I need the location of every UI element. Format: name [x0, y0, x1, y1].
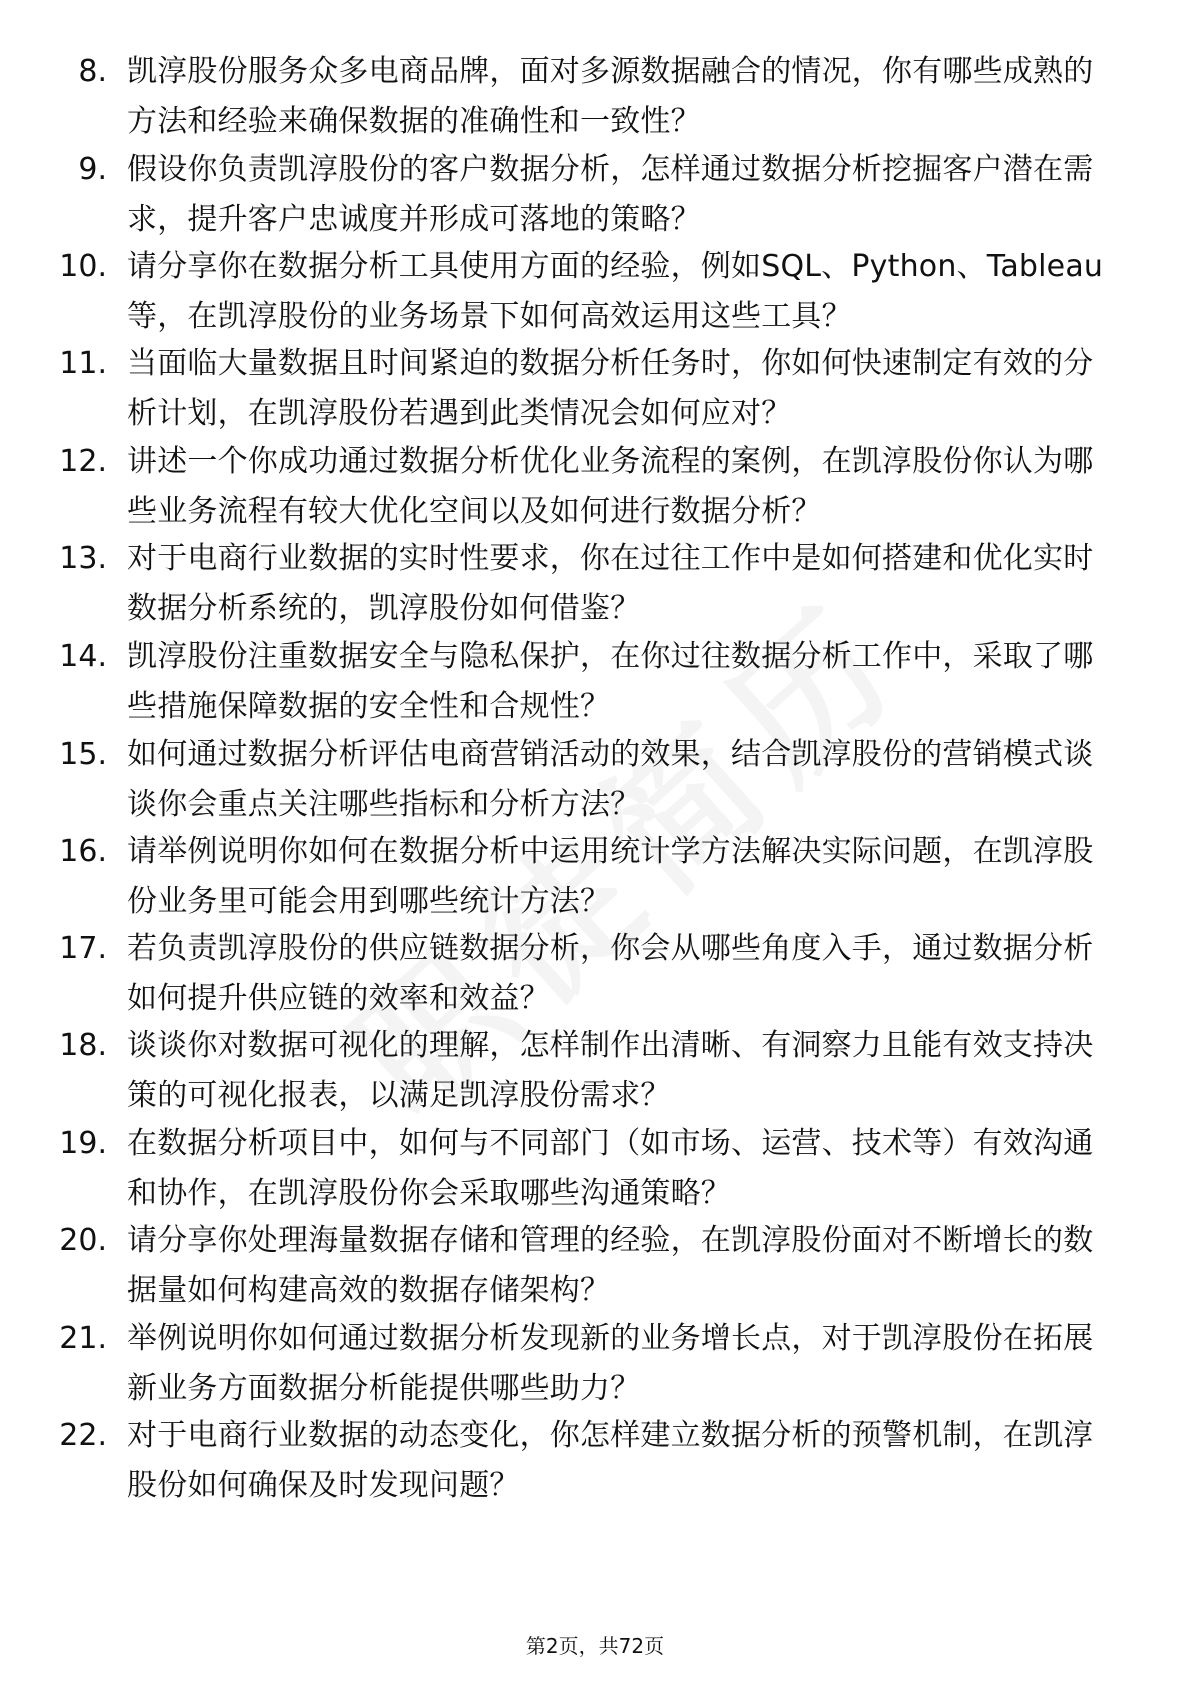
question-number: 19. — [59, 1126, 107, 1161]
question-item-22 — [0, 1411, 1190, 1531]
question-number: 8. — [78, 54, 107, 89]
question-text: 谈谈你对数据可视化的理解，怎样制作出清晰、有洞察力且能有效支持决策的可视化报表，以满足凯淳股份需求？ — [127, 1028, 1094, 1113]
question-text: 请分享你处理海量数据存储和管理的经验，在凯淳股份面对不断增长的数据量如何构建高效的数据存储架构？ — [127, 1223, 1094, 1308]
question-text: 凯淳股份服务众多电商品牌，面对多源数据融合的情况，你有哪些成熟的方法和经验来确保数据的准确性和一致性？ — [127, 54, 1094, 139]
question-text: 请举例说明你如何在数据分析中运用统计学方法解决实际问题，在凯淳股份业务里可能会用到哪些统计方法？ — [127, 834, 1094, 919]
question-number: 17. — [59, 931, 107, 966]
question-number: 20. — [59, 1223, 107, 1258]
question-text: 举例说明你如何通过数据分析发现新的业务增长点，对于凯淳股份在拓展新业务方面数据分析能提供哪些助力？ — [127, 1321, 1094, 1406]
question-number: 12. — [59, 444, 107, 479]
question-text: 凯淳股份注重数据安全与隐私保护，在你过往数据分析工作中，采取了哪些措施保障数据的安全性和合规性？ — [127, 639, 1094, 724]
question-text: 讲述一个你成功通过数据分析优化业务流程的案例，在凯淳股份你认为哪些业务流程有较大优化空间以及如何进行数据分析？ — [127, 444, 1094, 529]
question-number: 18. — [59, 1028, 107, 1063]
question-text: 如何通过数据分析评估电商营销活动的效果，结合凯淳股份的营销模式谈谈你会重点关注哪些指标和分析方法？ — [127, 737, 1094, 822]
question-number: 21. — [59, 1321, 107, 1356]
question-number: 10. — [59, 249, 107, 284]
question-text: 当面临大量数据且时间紧迫的数据分析任务时，你如何快速制定有效的分析计划，在凯淳股份若遇到此类情况会如何应对？ — [127, 346, 1094, 431]
page-number-label: 第2页，共72页 — [525, 1634, 665, 1658]
question-text: 请分享你在数据分析工具使用方面的经验，例如SQL、Python、Tableau等，在凯淳股份的业务场景下如何高效运用这些工具？ — [127, 249, 1104, 334]
question-text: 对于电商行业数据的动态变化，你怎样建立数据分析的预警机制，在凯淳股份如何确保及时发现问题？ — [127, 1418, 1094, 1503]
question-number: 16. — [59, 834, 107, 869]
question-text: 假设你负责凯淳股份的客户数据分析，怎样通过数据分析挖掘客户潜在需求，提升客户忠诚度并形成可落地的策略？ — [127, 152, 1094, 237]
question-number: 15. — [59, 737, 107, 772]
question-number: 13. — [59, 541, 107, 576]
question-number: 22. — [59, 1418, 107, 1453]
question-number: 9. — [78, 152, 107, 187]
question-text: 在数据分析项目中，如何与不同部门（如市场、运营、技术等）有效沟通和协作，在凯淳股份你会采取哪些沟通策略？ — [127, 1126, 1094, 1211]
page-footer — [0, 1632, 1190, 1660]
question-number: 11. — [59, 346, 107, 381]
question-text: 对于电商行业数据的实时性要求，你在过往工作中是如何搭建和优化实时数据分析系统的，凯淳股份如何借鉴？ — [127, 541, 1094, 626]
question-text: 若负责凯淳股份的供应链数据分析，你会从哪些角度入手，通过数据分析如何提升供应链的效率和效益？ — [127, 931, 1094, 1016]
question-number: 14. — [59, 639, 107, 674]
